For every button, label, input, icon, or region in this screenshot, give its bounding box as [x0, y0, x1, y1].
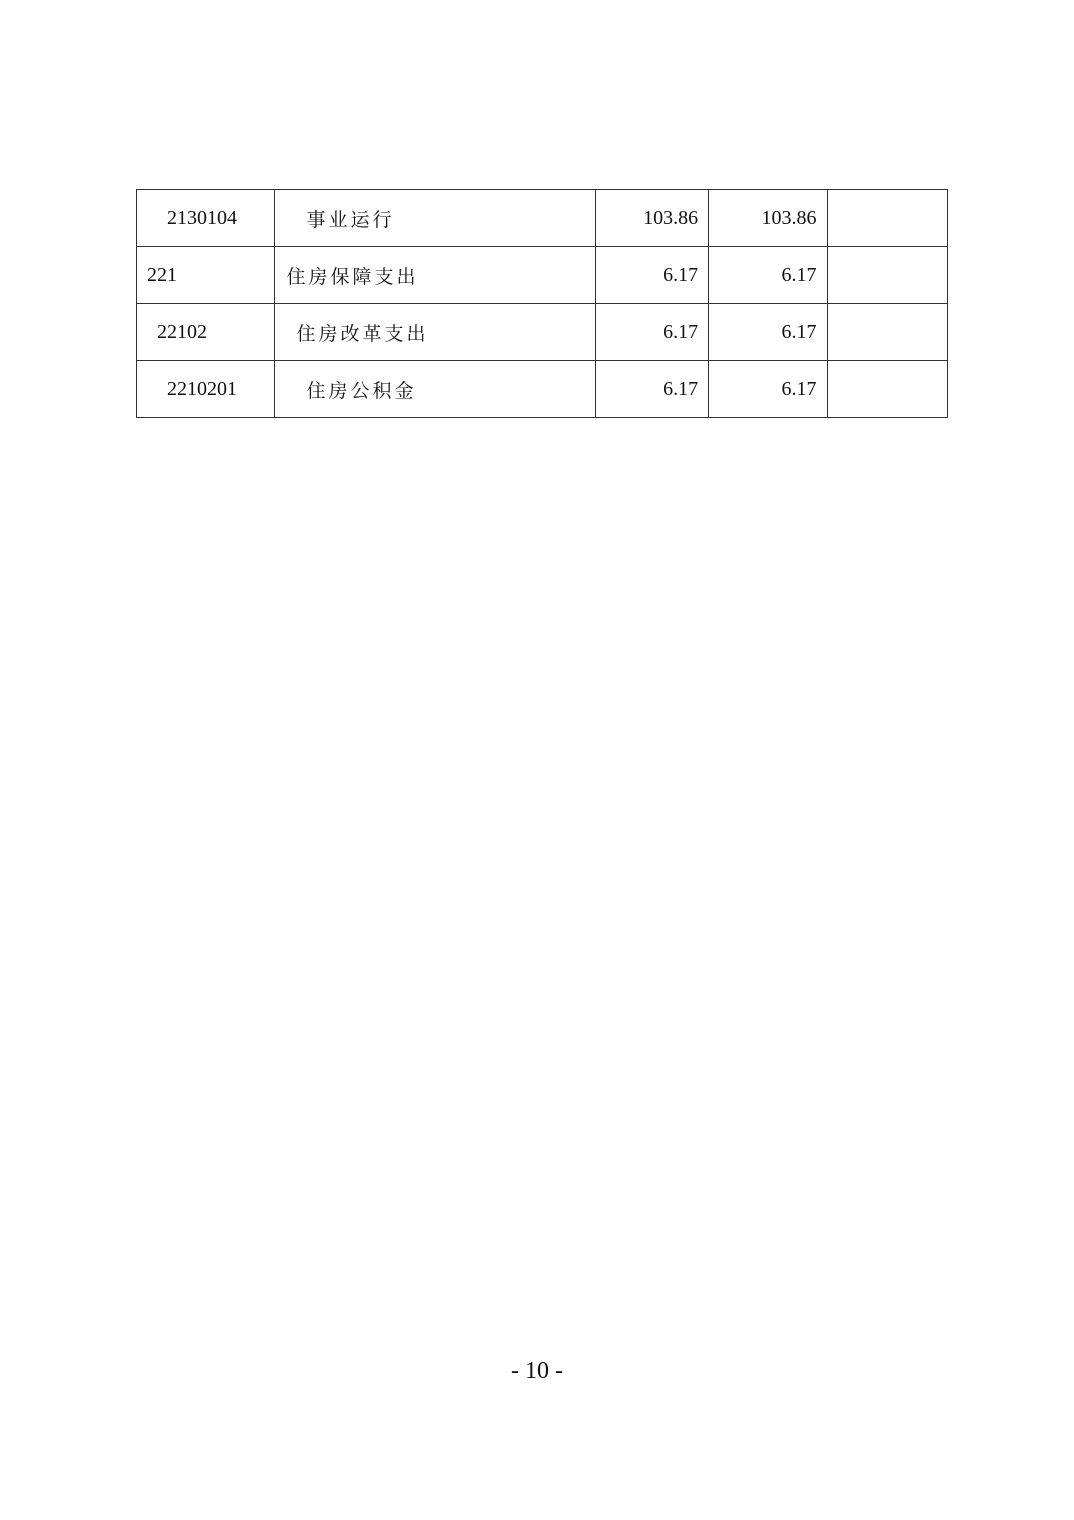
expenditure-table: [136, 189, 948, 418]
amount-basic: 103.86: [709, 190, 827, 247]
amount-total: 103.86: [595, 190, 708, 247]
subject-name: 住房改革支出: [274, 304, 595, 361]
table-row: [137, 304, 948, 361]
amount-basic: 6.17: [709, 247, 827, 304]
subject-name: 住房公积金: [274, 361, 595, 418]
subject-code: 221: [137, 247, 275, 304]
subject-name: 事业运行: [274, 190, 595, 247]
amount-project: [827, 304, 947, 361]
amount-basic: 6.17: [709, 361, 827, 418]
amount-project: [827, 361, 947, 418]
page-number: - 10 -: [511, 1358, 563, 1384]
amount-project: [827, 247, 947, 304]
amount-total: 6.17: [595, 304, 708, 361]
amount-total: 6.17: [595, 361, 708, 418]
amount-basic: 6.17: [709, 304, 827, 361]
subject-code: 2210201: [137, 361, 275, 418]
table-row: [137, 247, 948, 304]
amount-project: [827, 190, 947, 247]
amount-total: 6.17: [595, 247, 708, 304]
subject-code: 2130104: [137, 190, 275, 247]
subject-code: 22102: [137, 304, 275, 361]
table-row: [137, 361, 948, 418]
table-row: [137, 190, 948, 247]
subject-name: 住房保障支出: [274, 247, 595, 304]
